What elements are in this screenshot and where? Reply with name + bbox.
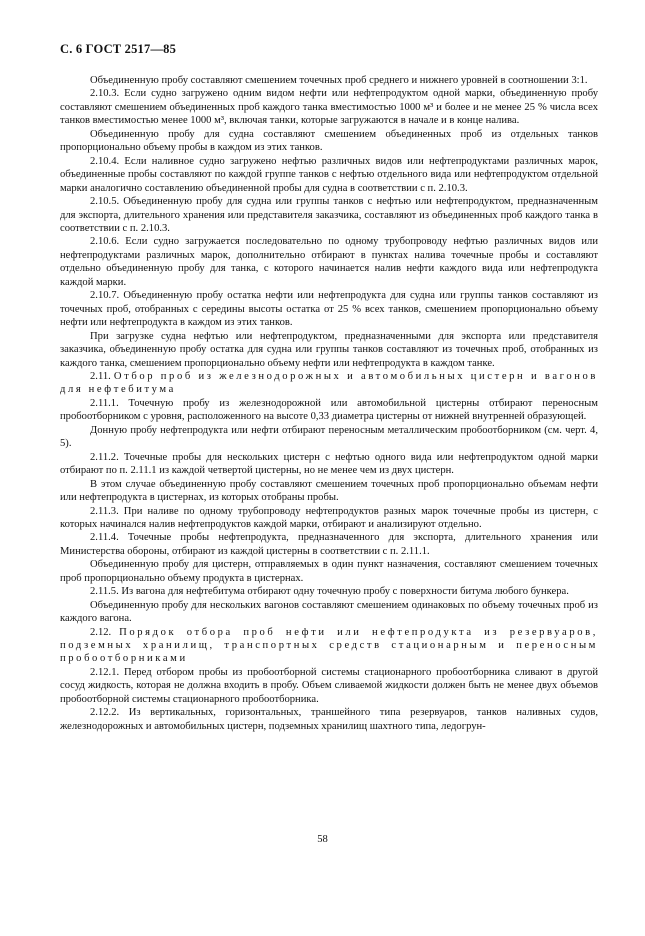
- paragraph: Донную пробу нефтепродукта или нефти отбирают переносным металлическим пробоотборником (см. черт. 4, 5).: [60, 424, 598, 450]
- paragraph-2-10-6: 2.10.6. Если судно загружается последовательно по одному трубопроводу нефтью различных видов или нефтепродуктами различных марок, дополнительно отбирают в пунктах налива точечные пробы и составляют отдельно объединенную пробу для танка, с которого начинается налив нефти каждого вида или нефтепродукта каждой марки.: [60, 236, 598, 288]
- paragraph: Объединенную пробу для цистерн, отправляемых в один пункт назначения, составляют смешением точечных проб пропорционально объему продукта в цистернах.: [60, 559, 598, 584]
- paragraph-2-10-3: 2.10.3. Если судно загружено одним видом нефти или нефтепродуктом одной марки, объединенную пробу составляют смешением объединенных проб каждого танка вместимостью 1000 м³ и более и не менее 25 % числа всех танков вместимостью менее 1000 м³, включая танки, которые загружаются в начале и в конце налива.: [60, 88, 598, 127]
- paragraph: Объединенную пробу для нескольких вагонов составляют смешением одинаковых по объему точечных проб из каждого вагона.: [60, 599, 598, 625]
- section-number: 2.12.: [90, 626, 112, 638]
- document-body: [60, 74, 598, 733]
- paragraph-2-11-1: 2.11.1. Точечную пробу из железнодорожной или автомобильной цистерны отбирают переносным пробоотборником с уровня, расположенного на высоте 0,33 диаметра цистерны от нижней внутренней образующей.: [60, 397, 598, 423]
- paragraph-2-12-2: 2.12.2. Из вертикальных, горизонтальных, траншейного типа резервуаров, танков наливных судов, железнодорожных и автомобильных цистерн, подземных хранилищ шахтного типа, ледогрун-: [60, 707, 598, 732]
- paragraph: Объединенную пробу составляют смешением точечных проб среднего и нижнего уровней в соотношении 3:1.: [90, 75, 588, 86]
- section-heading-2-11: [60, 370, 598, 397]
- paragraph: При загрузке судна нефтью или нефтепродуктом, предназначенными для экспорта или представителя заказчика, объединенную пробу остатка для судна или группы танков составляют из точечных проб, отобранных из каждого танка, смешением пропорционально объему нефти или нефтепродукта в каждом танке.: [60, 330, 598, 369]
- section-number: 2.11.: [90, 370, 111, 382]
- paragraph-2-10-4: 2.10.4. Если наливное судно загружено нефтью различных видов или нефтепродуктами различных марок, объединенные пробы составляют по каждой группе танков с нефтью отдельного вида или нефтепродуктом отдельной марки аналогично составлению объединенной пробы для судна в соответствии с п. 2.10.3.: [60, 155, 598, 194]
- page-number: 58: [317, 834, 328, 845]
- paragraph-2-11-2: 2.11.2. Точечные пробы для нескольких цистерн с нефтью одного вида или нефтепродуктом одной марки отбирают по п. 2.11.1 из каждой четвертой цистерны, но не менее чем из двух цистерн.: [60, 451, 598, 477]
- section-heading-text: Порядок отбора проб нефти или нефтепродукта из резервуаров, подземных хранилищ, транспортных средств стационарным и переносным пробоотборниками: [60, 626, 598, 665]
- paragraph: В этом случае объединенную пробу составляют смешением точечных проб пропорционально объемам нефти или нефтепродукта в цистернах, из которых отобраны пробы.: [60, 478, 598, 504]
- paragraph-2-12-1: 2.12.1. Перед отбором пробы из пробоотборной системы стационарного пробоотборника сливают в другой сосуд жидкость, которая не должна входить в пробу. Объем сливаемой жидкости должен быть не менее двух объемов пробоотборной системы стационарного пробоотборника.: [60, 666, 598, 705]
- section-heading-2-12: [60, 626, 598, 666]
- paragraph-2-11-5: 2.11.5. Из вагона для нефтебитума отбирают одну точечную пробу с поверхности битума любого бункера.: [90, 586, 569, 598]
- paragraph-2-10-7: 2.10.7. Объединенную пробу остатка нефти или нефтепродукта для судна или группы танков составляют из точечных проб, отобранных с середины высоты остатка от 25 % всех танков, смешением пропорционально объему нефти или нефтепродукта в каждом из этих танков.: [60, 290, 598, 329]
- section-heading-text: Отбор проб из железнодорожных и автомобильных цистерн и вагонов для нефтебитума: [60, 370, 598, 396]
- paragraph-2-11-4: 2.11.4. Точечные пробы нефтепродукта, предназначенного для экспорта, длительного хранения или Министерства обороны, отбирают из каждой цистерны в соответствии с п. 2.11.1.: [60, 532, 598, 557]
- paragraph-2-10-5: 2.10.5. Объединенную пробу для судна или группы танков с нефтью или нефтепродуктом, предназначенным для экспорта, длительного хранения или представителя заказчика, составляют из объединенных проб каждого танка в соответствии с п. 2.10.3.: [60, 196, 598, 234]
- paragraph-2-11-3: 2.11.3. При наливе по одному трубопроводу нефтепродуктов разных марок точечные пробы из цистерн, с которых начинался налив нефтепродуктов каждой марки, отбирают и анализируют отдельно.: [60, 505, 598, 530]
- page-header: С. 6 ГОСТ 2517—85: [60, 42, 177, 56]
- paragraph: Объединенную пробу для судна составляют смешением объединенных проб из отдельных танков пропорционально объему пробы в каждом из этих танков.: [60, 128, 598, 154]
